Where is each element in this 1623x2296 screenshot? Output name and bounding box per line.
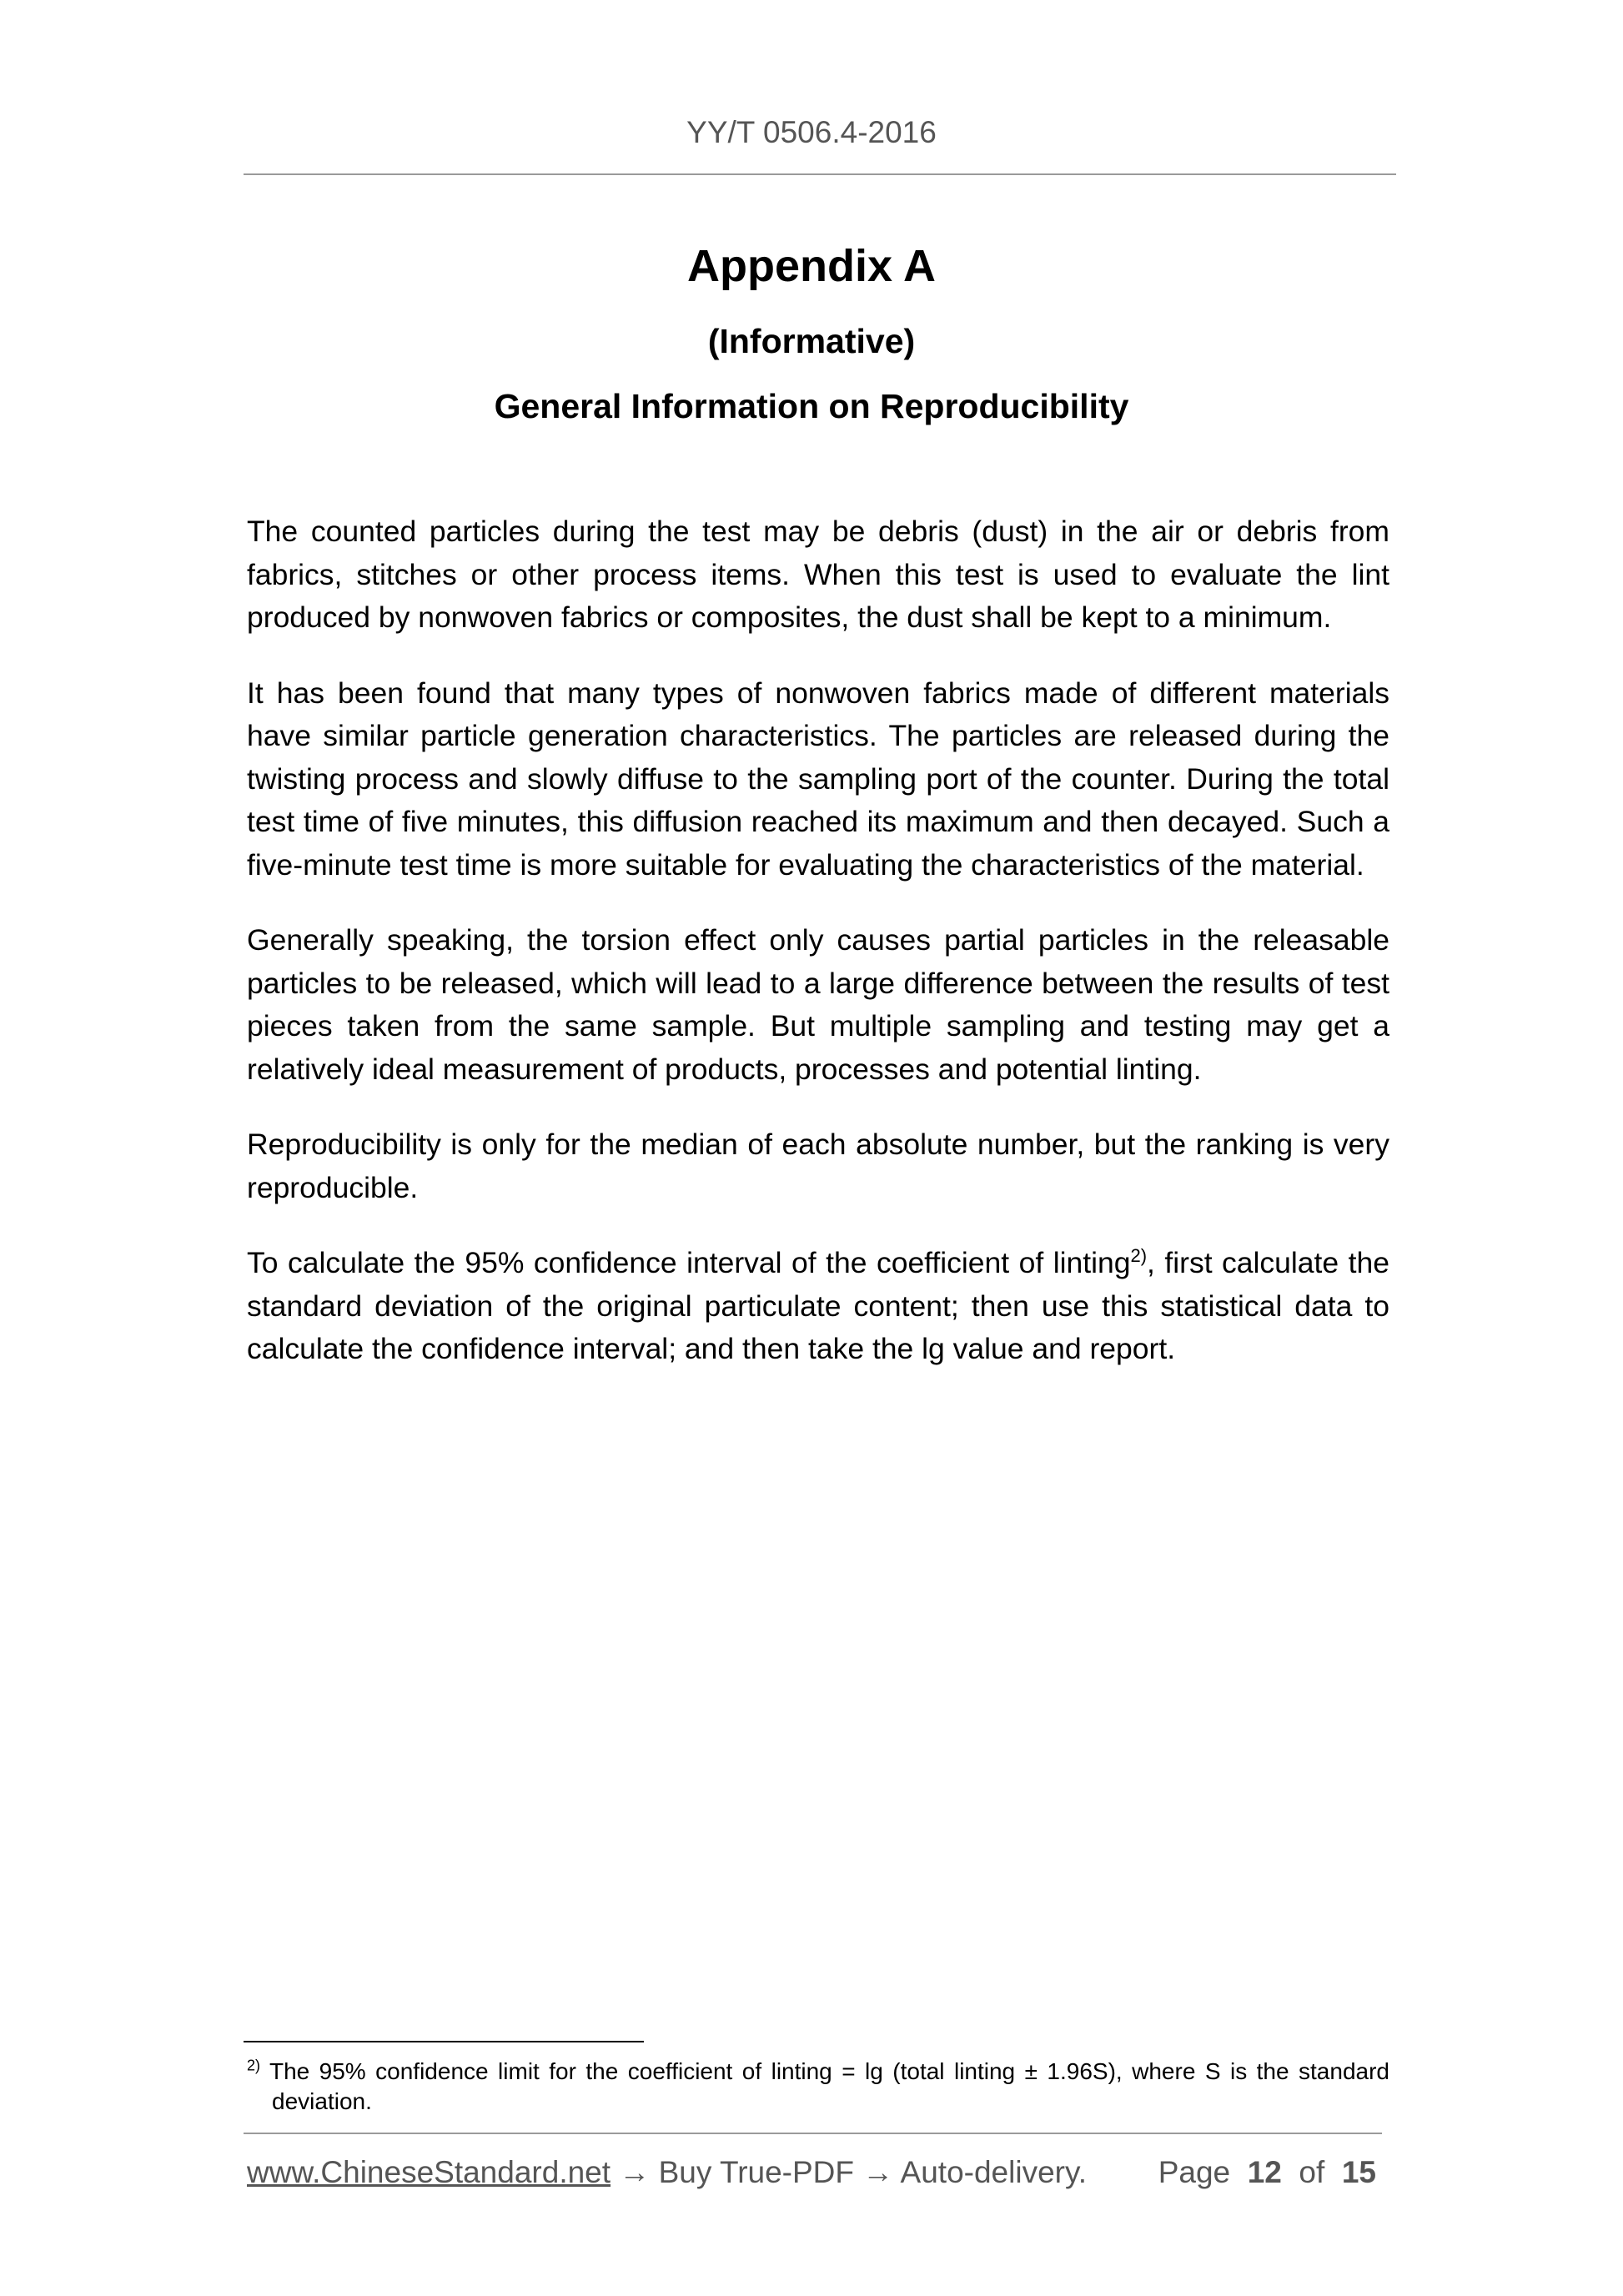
footnote-reference[interactable]: 2) xyxy=(1130,1245,1148,1267)
paragraph-4: Reproducibility is only for the median of each absolute number, but the ranking is very reproducible. xyxy=(247,1128,1389,1204)
body-text xyxy=(247,510,1389,1404)
paragraph-5 xyxy=(247,1242,1389,1371)
footnote-mark: 2) xyxy=(247,2057,261,2074)
footnote xyxy=(247,2057,1389,2117)
paragraph-5-end: , first calculate the standard deviation of the original particulate content; then use this statistical data to calculate the confidence interval; and then take the lg value and report. xyxy=(247,1246,1389,1365)
appendix-title: Appendix A xyxy=(686,241,936,291)
page-number: 12 xyxy=(1247,2155,1282,2189)
of-label: of xyxy=(1299,2155,1325,2189)
paragraph-2: It has been found that many types of nonwoven fabrics made of different materials have similar particle generation characteristics. The particles are released during the twisting process and slowly diffuse to the sampling port of the counter. During the total test time of five minutes, this diffusion reached its maximum and then decayed. Such a five-minute test time is more suitable for evaluating the characteristics of the material. xyxy=(247,676,1389,882)
header-divider xyxy=(244,173,1396,175)
paragraph-5-start: To calculate the 95% confidence interval of the coefficient of linting xyxy=(247,1246,1131,1279)
paragraph-1: The counted particles during the test may be debris (dust) in the air or debris from fabrics, stitches or other process items. When this test is used to evaluate the lint produced by nonwoven fabrics or composites, the dust shall be kept to a minimum. xyxy=(247,515,1389,634)
footer-divider xyxy=(244,2133,1382,2134)
page-indicator xyxy=(1158,2155,1376,2190)
appendix-subtitle: (Informative) xyxy=(707,322,916,360)
arrow-right-icon: → xyxy=(611,2155,659,2189)
document-code: YY/T 0506.4-2016 xyxy=(686,115,937,149)
footer-promo xyxy=(247,2155,1087,2190)
website-link[interactable]: www.ChineseStandard.net xyxy=(247,2155,611,2189)
paragraph-3: Generally speaking, the torsion effect only causes partial particles in the releasable particles to be released, which will lead to a large difference between the results of test pieces taken from the same sample. But multiple sampling and testing may get a relatively ideal measurement of products, processes and potential linting. xyxy=(247,923,1389,1086)
footnote-text: The 95% confidence limit for the coefficient of linting = lg (total linting ± 1.96S), where S is the standard deviation. xyxy=(260,2058,1389,2114)
appendix-heading: General Information on Reproducibility xyxy=(494,387,1129,425)
footnote-divider xyxy=(244,2041,644,2042)
arrow-right-icon: → xyxy=(854,2155,901,2189)
total-pages: 15 xyxy=(1341,2155,1376,2189)
auto-delivery-text: Auto-delivery. xyxy=(900,2155,1088,2189)
buy-pdf-text: Buy True-PDF xyxy=(658,2155,855,2189)
page-label: Page xyxy=(1158,2155,1231,2189)
